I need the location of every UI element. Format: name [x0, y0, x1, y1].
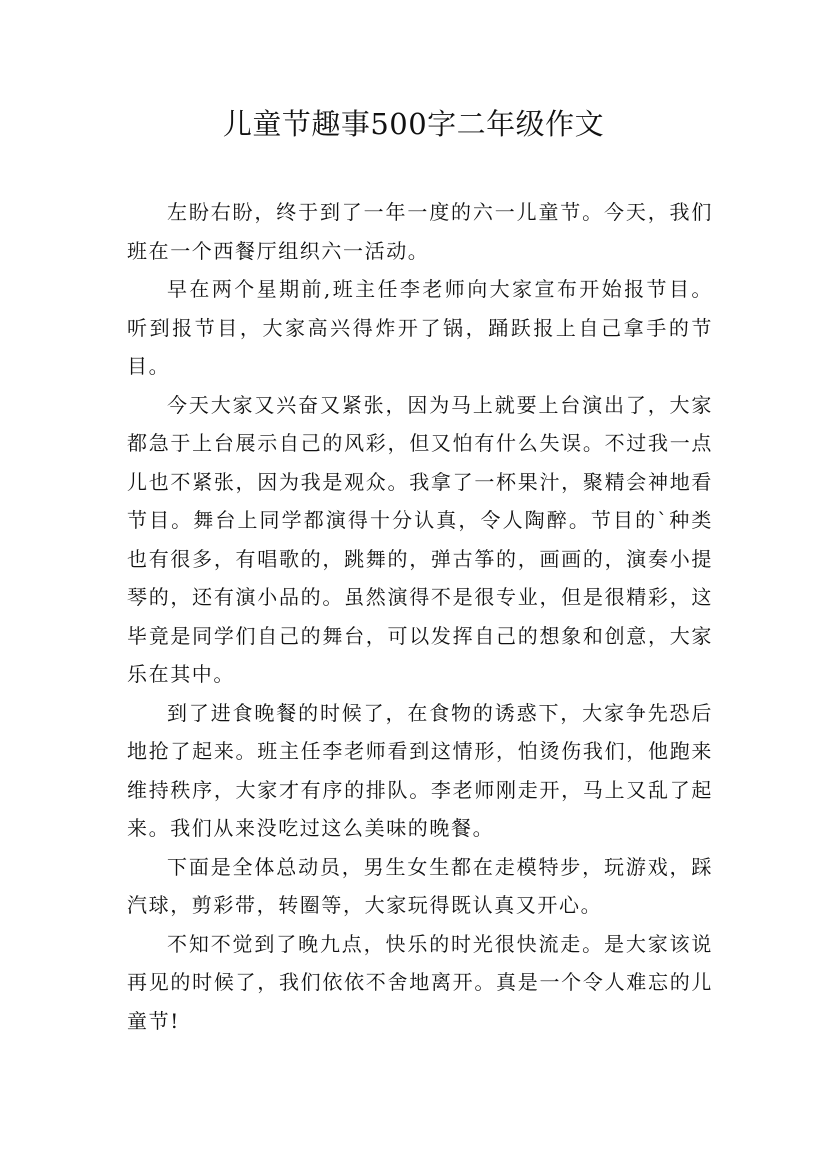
document-body [127, 193, 713, 1040]
paragraph: 不知不觉到了晚九点，快乐的时光很快流走。是大家该说再见的时候了，我们依依不舍地离开。真是一个令人难忘的儿童节! [127, 931, 713, 1033]
paragraph: 左盼右盼，终于到了一年一度的六一儿童节。今天，我们班在一个西餐厅组织六一活动。 [127, 200, 713, 263]
paragraph: 到了进食晚餐的时候了，在食物的诱惑下，大家争先恐后地抢了起来。班主任李老师看到这情形，怕烫伤我们，他跑来维持秩序，大家才有序的排队。李老师刚走开，马上又乱了起来。我们从来没吃过这么美味的晚餐。 [127, 700, 713, 840]
paragraph: 下面是全体总动员，男生女生都在走模特步，玩游戏，踩汽球，剪彩带，转圈等，大家玩得既认真又开心。 [127, 854, 713, 917]
paragraph: 早在两个星期前,班主任李老师向大家宣布开始报节目。听到报节目，大家高兴得炸开了锅，踊跃报上自己拿手的节目。 [127, 277, 713, 378]
paragraph: 今天大家又兴奋又紧张，因为马上就要上台演出了，大家都急于上台展示自己的风彩，但又怕有什么失误。不过我一点儿也不紧张，因为我是观众。我拿了一杯果汁，聚精会神地看节目。舞台上同学都演得十分认真，令人陶醉。节目的`种类也有很多，有唱歌的，跳舞的，弹古筝的，画画的，演奏小提琴的，还有演小品的。虽然演得不是很专业，但是很精彩，这毕竟是同学们自己的舞台，可以发挥自己的想象和创意，大家乐在其中。 [127, 392, 713, 686]
document-title: 儿童节趣事500字二年级作文 [222, 107, 605, 141]
